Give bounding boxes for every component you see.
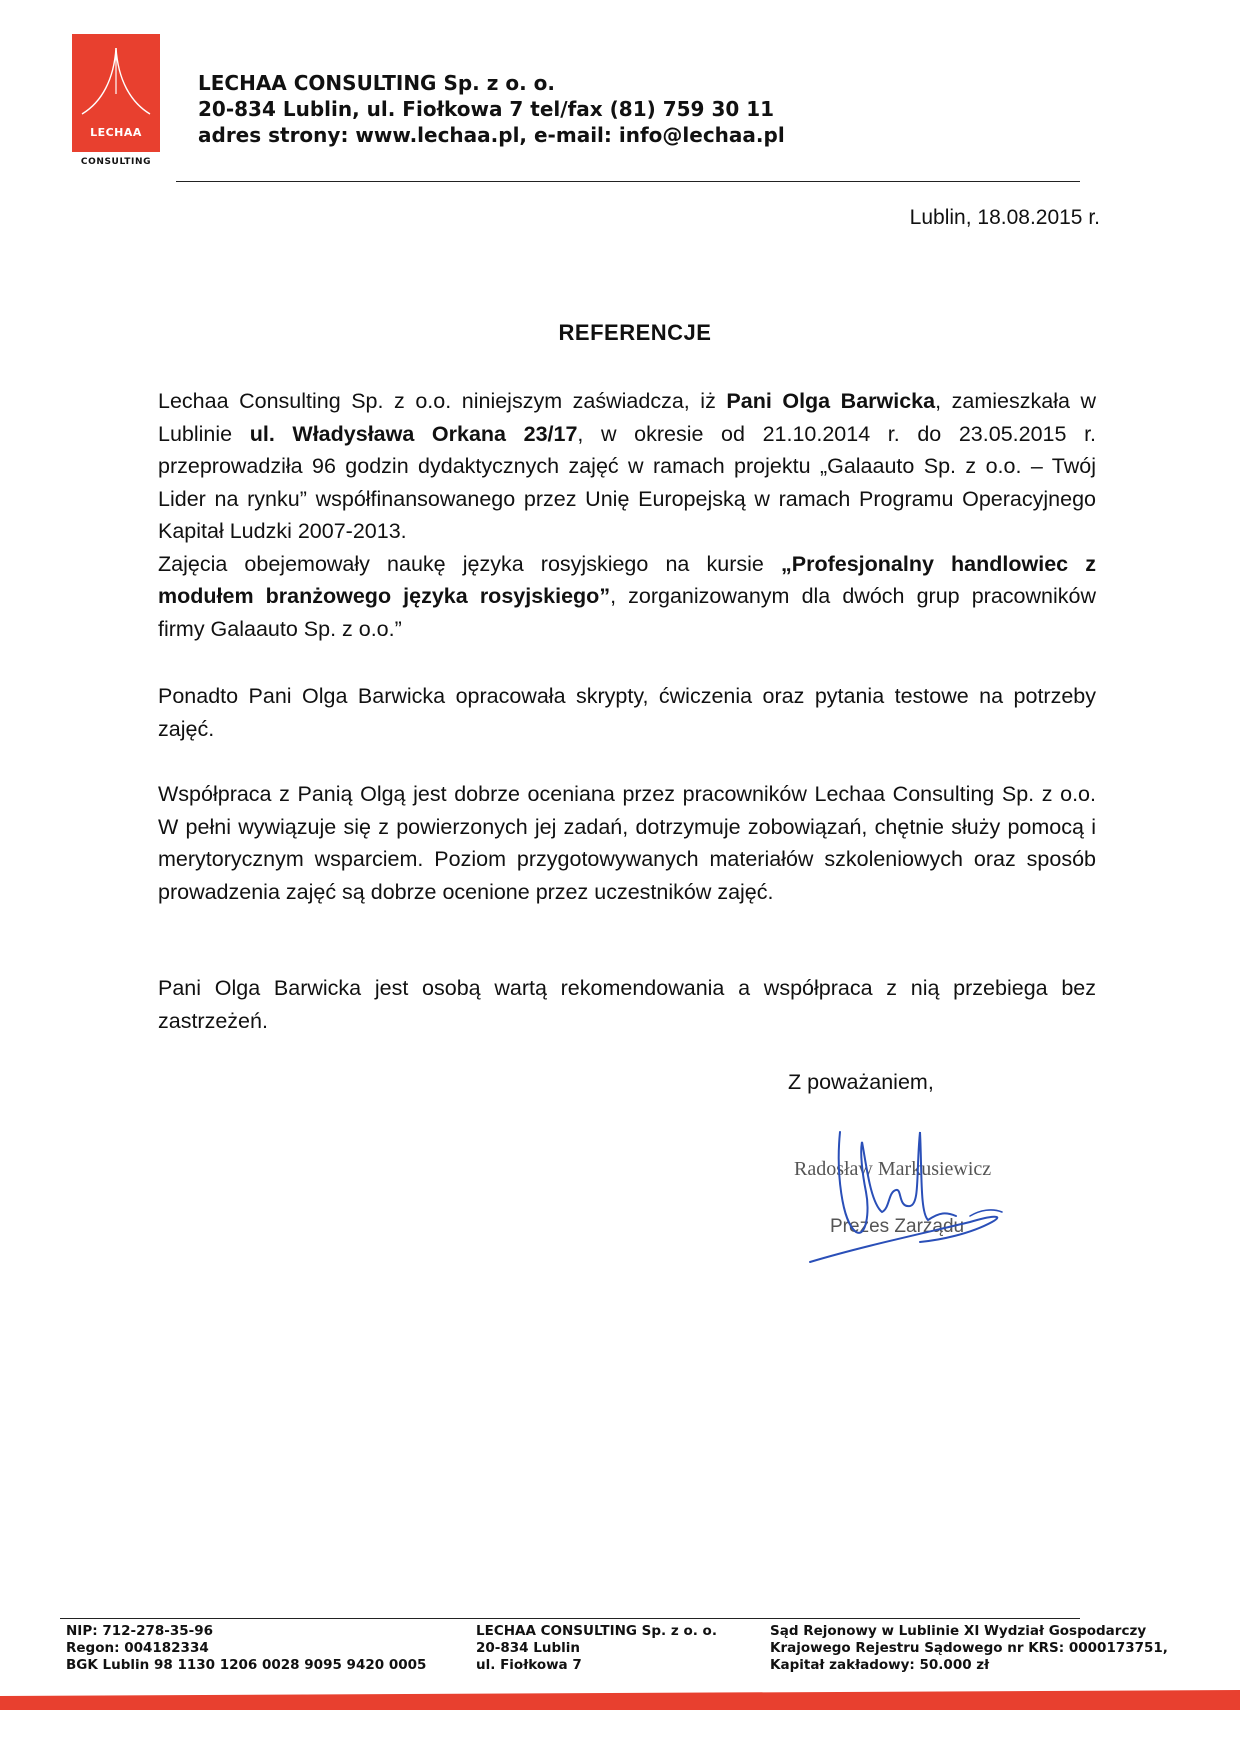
footer-divider (60, 1618, 1080, 1619)
footer-nip: NIP: 712-278-35-96 (66, 1623, 214, 1639)
signature-block (770, 1112, 1040, 1272)
footer-col-court (770, 1623, 1168, 1674)
p1-text-3: , w okresie od 21.10.2014 r. do 23.05.2015 r. przeprowadziła 96 godzin dydaktycznych zajęć w ramach projektu „Galaauto Sp. z o.o. – Twój Lider na rynku” współfinansowanego przez Unię Europejską w ramach Programu Operacyjnego Kapitał Ludzki 2007-2013. (158, 421, 1097, 543)
footer-red-band (0, 1690, 1240, 1710)
paragraph-3: Współpraca z Panią Olgą jest dobrze oceniana przez pracowników Lechaa Consulting Sp. z o.o. W pełni wywiązuje się z powierzonych jej zadań, dotrzymuje zobowiązań, chętnie służy pomocą i merytorycznym wsparciem. Poziom przygotowywanych materiałów szkoleniowych oraz sposób prowadzenia zajęć są dobrze ocenione przez uczestników zajęć. (158, 782, 1096, 904)
letter-date: Lublin, 18.08.2015 r. (909, 206, 1100, 229)
company-name: LECHAA CONSULTING Sp. z o. o. (198, 71, 555, 95)
company-contact: adres strony: www.lechaa.pl, e-mail: info@lechaa.pl (198, 123, 785, 147)
p1-text-1: Lechaa Consulting Sp. z o.o. niniejszym zaświadcza, iż (158, 389, 727, 413)
p1-text-4: Zajęcia obejemowały naukę języka rosyjskiego na kursie (158, 551, 781, 576)
footer-col-address (476, 1623, 717, 1674)
footer-bank: BGK Lublin 98 1130 1206 0028 9095 9420 0005 (66, 1657, 427, 1673)
footer-city: 20-834 Lublin (476, 1640, 581, 1656)
paragraph-4: Pani Olga Barwicka jest osobą wartą rekomendowania a współpraca z nią przebiega bez zastrzeżeń. (158, 976, 1096, 1033)
footer-court: Sąd Rejonowy w Lublinie XI Wydział Gospodarczy (770, 1623, 1147, 1639)
logo-subtext: CONSULTING (80, 157, 152, 167)
footer-regon: Regon: 004182334 (66, 1640, 209, 1656)
p1-bold-name: Pani Olga Barwicka (726, 389, 936, 413)
closing-salutation: Z poważaniem, (788, 1070, 934, 1094)
paragraph-2: Ponadto Pani Olga Barwicka opracowała skrypty, ćwiczenia oraz pytania testowe na potrzeby zajęć. (158, 684, 1096, 741)
stamp-role: Prezes Zarządu (830, 1216, 965, 1237)
logo-text: LECHAA (90, 126, 142, 139)
footer-company: LECHAA CONSULTING Sp. z o. o. (476, 1623, 717, 1639)
p1-text-2: , zamieszkała w Lublinie (158, 389, 1096, 446)
footer-capital: Kapitał zakładowy: 50.000 zł (770, 1657, 990, 1673)
document-title: REFERENCJE (558, 320, 712, 345)
footer-street: ul. Fiołkowa 7 (476, 1657, 582, 1673)
footer-col-registration (66, 1623, 426, 1674)
letterhead (198, 70, 785, 148)
header-divider (176, 181, 1080, 182)
handwritten-signature-icon (770, 1112, 1040, 1272)
company-logo (72, 34, 160, 152)
paragraph-1 (158, 385, 1096, 645)
stamp-name: Radosław Markusiewicz (794, 1158, 992, 1180)
company-address: 20-834 Lublin, ul. Fiołkowa 7 tel/fax (81) 759 30 11 (198, 97, 775, 121)
p1-bold-address: ul. Władysława Orkana 23/17 (249, 421, 578, 446)
footer-krs: Krajowego Rejestru Sądowego nr KRS: 0000173751, (770, 1640, 1168, 1656)
p1-text-5: , zorganizowanym dla dwóch grup pracowników firmy Galaauto Sp. z o.o.” (158, 584, 1096, 641)
p1-bold-course: „Profesjonalny handlowiec z modułem branżowego języka rosyjskiego” (158, 551, 1096, 608)
